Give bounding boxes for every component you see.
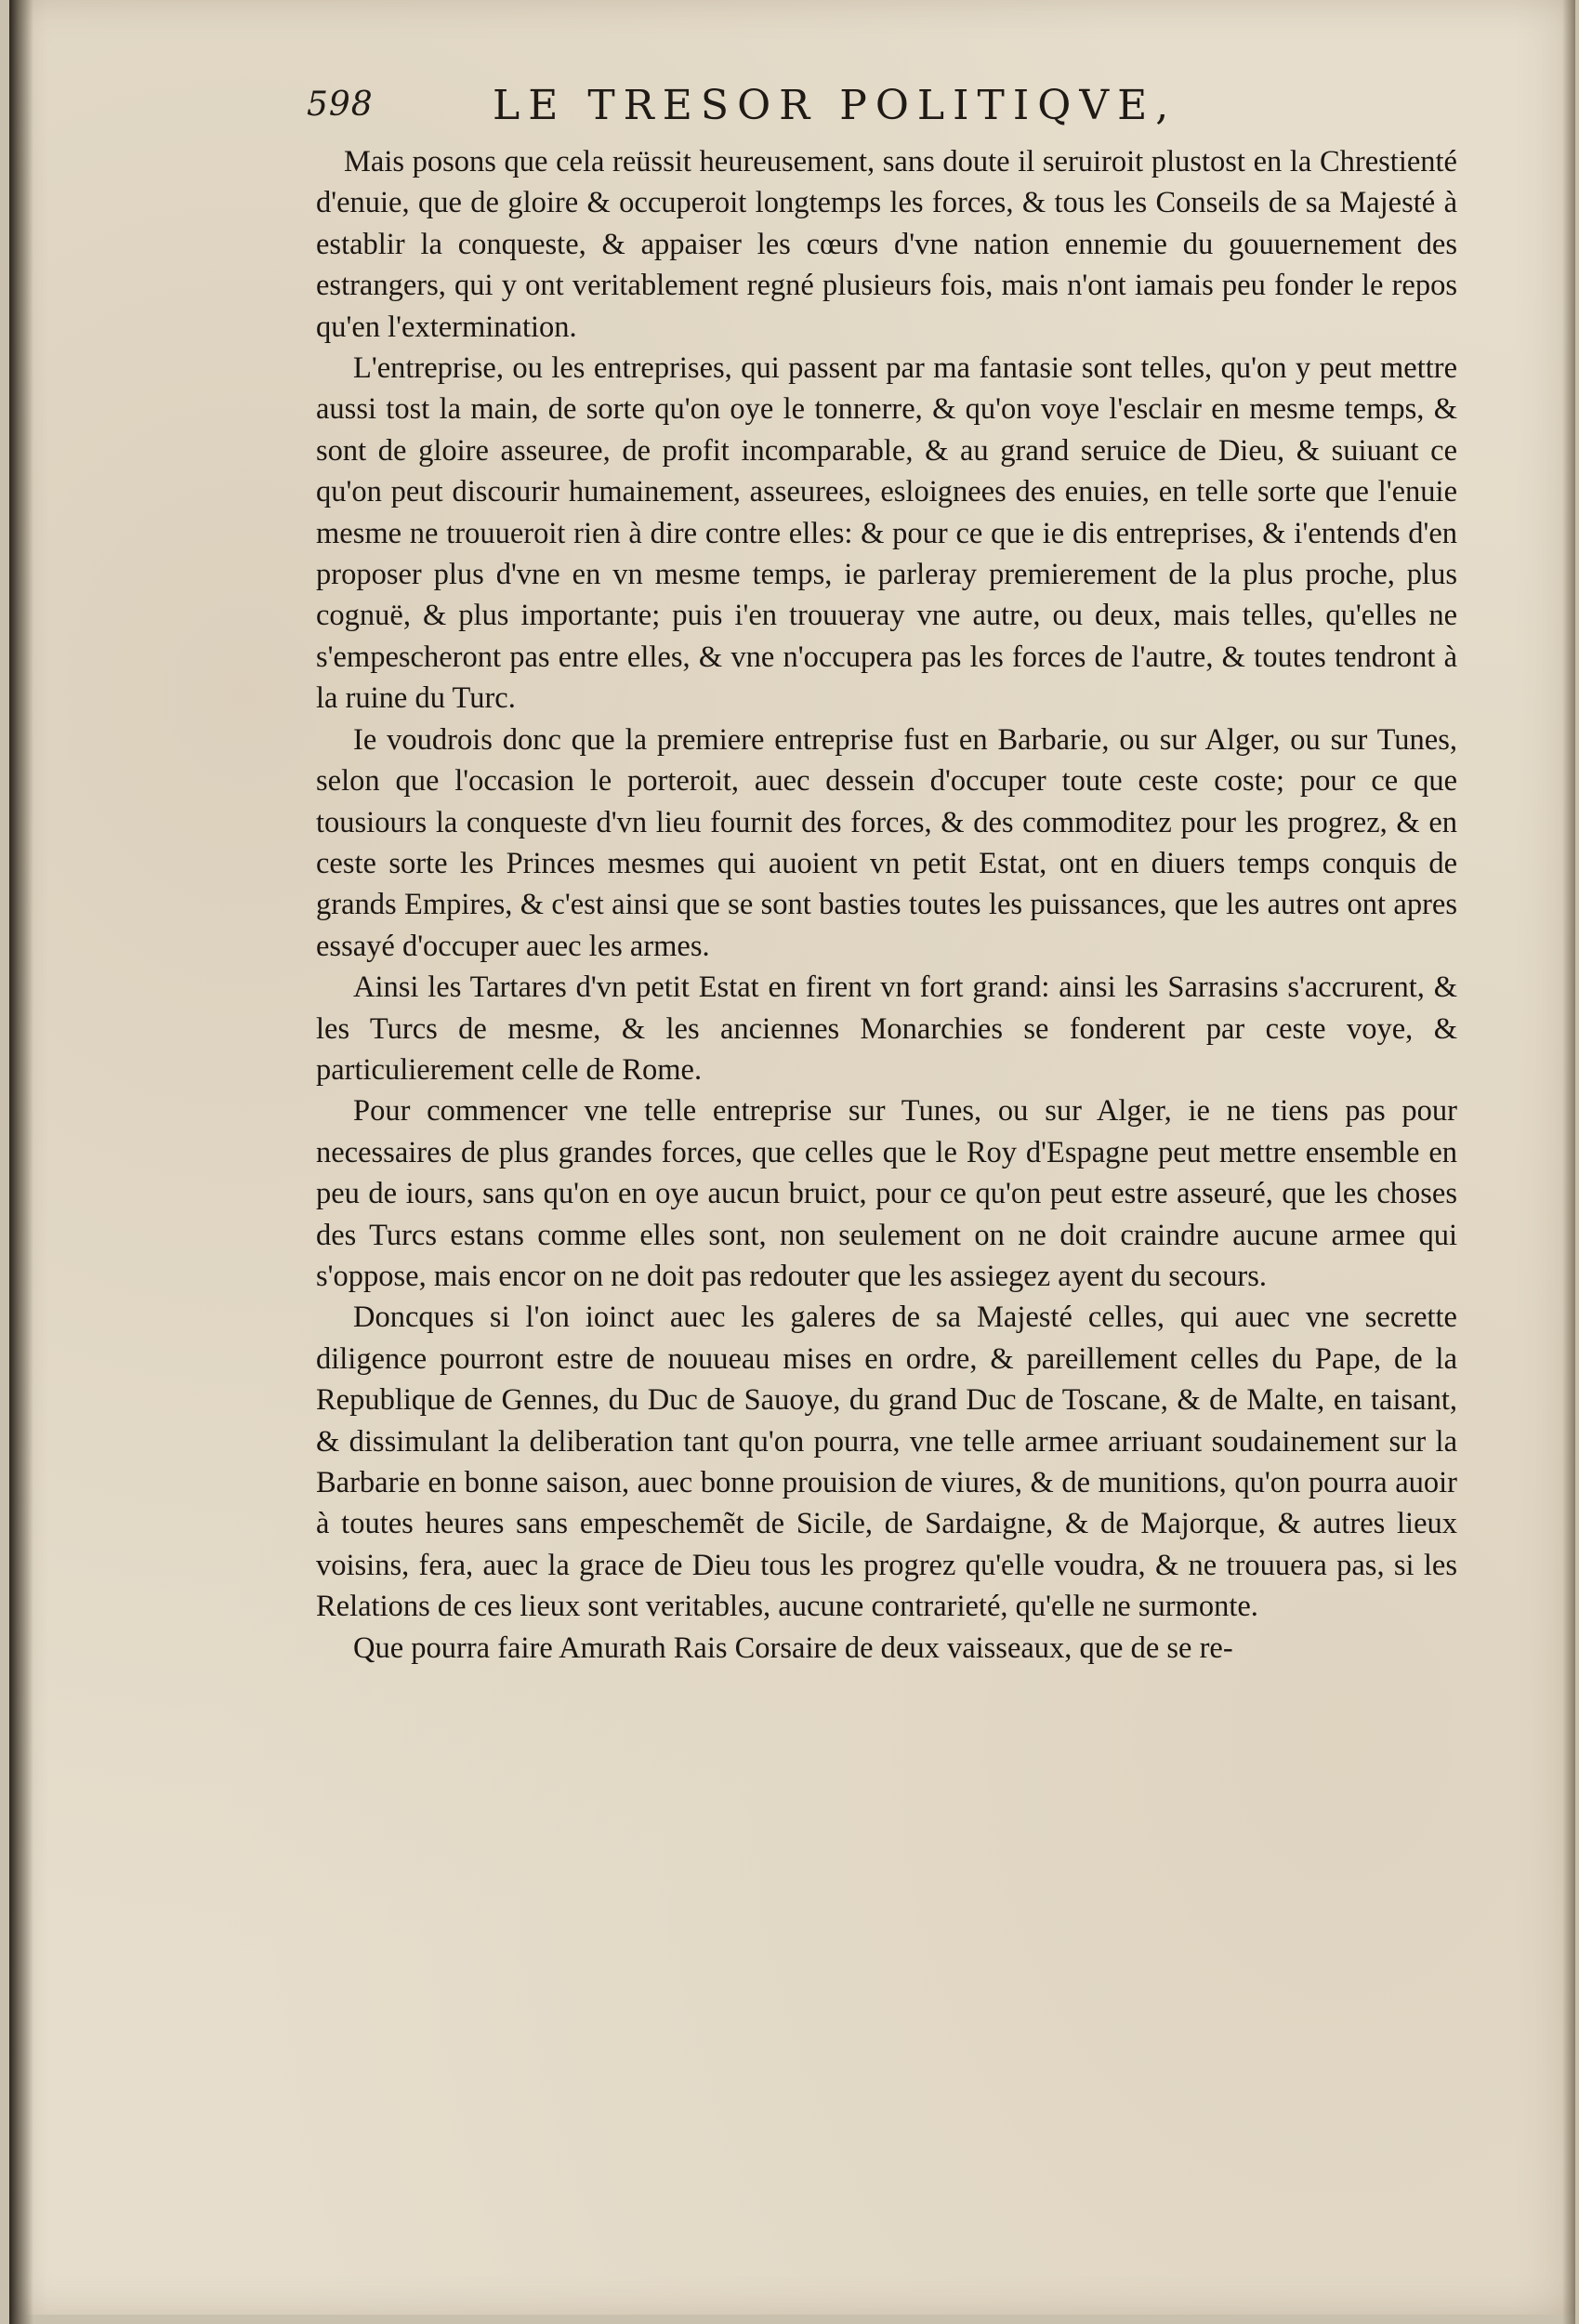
paragraph: Pour commencer vne telle entreprise sur Tunes, ou sur Alger, ie ne tiens pas pour necessaires de plus grandes forces, que celles que le Roy d'Espagne peut mettre ensemble en peu de iours, sans qu'on en oye aucun bruict, pour ce qu'on peut estre asseuré, que les choses des Turcs estans comme elles sont, non seulement on ne doit craindre aucune armee qui s'oppose, mais encor on ne doit pas redouter que les assiegez ayent du secours. [316, 1094, 1457, 1293]
paragraph: Ie voudrois donc que la premiere entreprise fust en Barbarie, ou sur Alger, ou sur Tunes, selon que l'occasion le porteroit, auec dessein d'occuper toute ceste coste; pour ce que tousiours la conqueste d'vn lieu fournit des forces, & des commoditez pour les progrez, & en ceste sorte les Princes mesmes qui auoient vn petit Estat, ont en diuers temps conquis de grands Empires, & c'est ainsi que se sont basties toutes les puissances, que les autres ont apres essayé d'occuper auec les armes. [316, 722, 1457, 963]
running-head [307, 82, 1468, 138]
paragraph: Mais posons que cela reüssit heureusement, sans doute il seruiroit plustost en la Chrestienté d'enuie, que de gloire & occuperoit longtemps les forces, & tous les Conseils de sa Majesté à establir la conqueste, & appaiser les cœurs d'vne nation ennemie du gouuernement des estrangers, qui y ont veritablement regné plusieurs fois, mais n'ont iamais peu fonder le repos qu'en l'extermination. [316, 145, 1457, 344]
paragraph: Doncques si l'on ioinct auec les galeres de sa Majesté celles, qui auec vne secrette diligence pourront estre de nouueau mises en ordre, & pareillement celles du Pape, de la Republique de Gennes, du Duc de Sauoye, du grand Duc de Toscane, & de Malte, en taisant, & dissimulant la deliberation tant qu'on pourra, vne telle armee arriuant soudainement sur la Barbarie en bonne saison, auec bonne prouision de viures, & de munitions, qu'on pourra auoir à toutes heures sans empeschemẽt de Sicile, de Sardaigne, & de Majorque, & autres lieux voisins, fera, auec la grace de Dieu tous les progrez qu'elle voudra, & ne trouuera pas, si les Relations de ces lieux sont veritables, aucune contrarieté, qu'elle ne surmonte. [316, 1301, 1457, 1624]
page-edge [1562, 0, 1575, 2324]
body-text [316, 141, 1457, 1669]
page-number: 598 [307, 86, 374, 124]
paragraph: Que pourra faire Amurath Rais Corsaire de deux vaisseaux, que de se re- [353, 1631, 1233, 1665]
spine-shadow [9, 0, 33, 2324]
paragraph: L'entreprise, ou les entreprises, qui passent par ma fantasie sont telles, qu'on y peut mettre aussi tost la main, de sorte qu'on oye le tonnerre, & qu'on voye l'esclair en mesme temps, & sont de gloire asseuree, de profit incomparable, & au grand seruice de Dieu, & suiuant ce qu'on peut discourir humainement, asseurees, esloignees des enuies, en telle sorte que l'enuie mesme ne trouueroit rien à dire contre elles: & pour ce que ie dis entreprises, & i'entends d'en proposer plus d'vne en vn mesme temps, ie parleray premierement de la plus proche, plus cognuë, & plus importante; puis i'en trouueray vne autre, ou deux, mais telles, qu'elles ne s'empescheront pas entre elles, & vne n'occupera pas les forces de l'autre, & toutes tendront à la ruine du Turc. [316, 351, 1457, 716]
page-title: LE TRESOR POLITIQVE, [493, 82, 1178, 129]
paragraph: Ainsi les Tartares d'vn petit Estat en firent vn fort grand: ainsi les Sarrasins s'accrurent, & les Turcs de mesme, & les anciennes Monarchies se fonderent par ceste voye, & particulierement celle de Rome. [316, 971, 1457, 1087]
